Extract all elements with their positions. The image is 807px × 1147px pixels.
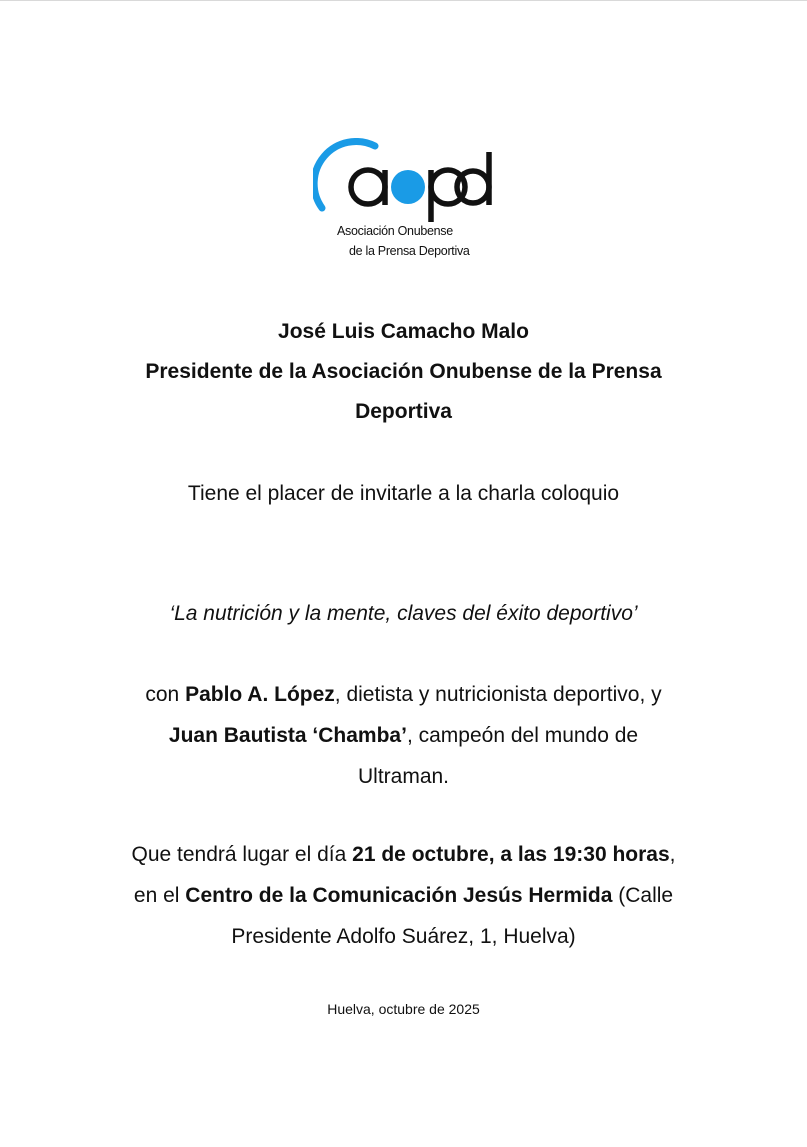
- details-line1: [60, 834, 747, 875]
- logo-subtitle-line1: Asociación Onubense: [337, 224, 453, 238]
- details-line2: [60, 875, 747, 916]
- details-comma: ,: [669, 843, 676, 866]
- logo-letter-o-dot: [391, 170, 425, 204]
- speakers-line1: [60, 674, 747, 715]
- host-position-line1: Presidente de la Asociación Onubense de la Prensa: [145, 360, 662, 383]
- invitation-text: Tiene el placer de invitarle a la charla coloquio: [187, 482, 620, 505]
- speaker2-name: Juan Bautista ‘Chamba’: [168, 724, 407, 747]
- host-name: José Luis Camacho Malo: [278, 320, 529, 343]
- event-details: [60, 834, 747, 957]
- speaker2-role: , campeón del mundo de: [406, 724, 639, 747]
- host-position-line2: Deportiva: [355, 400, 452, 423]
- details-line3: Presidente Adolfo Suárez, 1, Huelva): [231, 925, 576, 948]
- page-top-border: [0, 0, 807, 1]
- speakers-paragraph: [60, 674, 747, 797]
- details-prefix: Que tendrá lugar el día: [131, 843, 353, 866]
- logo-letter-d-bowl: [457, 171, 489, 203]
- address-open: (Calle: [612, 884, 674, 907]
- logo-letter-a-bowl: [351, 170, 385, 204]
- speakers-prefix: con: [145, 683, 186, 706]
- host-header: [60, 312, 747, 432]
- venue-prefix: en el: [133, 884, 186, 907]
- speaker1-name: Pablo A. López: [185, 683, 335, 706]
- speakers-line2: [60, 715, 747, 756]
- event-datetime: 21 de octubre, a las 19:30 horas: [352, 843, 670, 866]
- event-venue: Centro de la Comunicación Jesús Hermida: [185, 884, 613, 907]
- speakers-line3: Ultraman.: [357, 765, 450, 788]
- aopd-logo-mark: [313, 138, 498, 228]
- place-date: Huelva, octubre de 2025: [327, 1001, 480, 1017]
- logo-subtitle-line2: de la Prensa Deportiva: [349, 244, 470, 258]
- aopd-logo: [313, 138, 498, 264]
- speaker1-role: , dietista y nutricionista deportivo, y: [334, 683, 662, 706]
- logo-arc-shape: [314, 142, 375, 208]
- talk-title: ‘La nutrición y la mente, claves del éxito deportivo’: [169, 602, 638, 625]
